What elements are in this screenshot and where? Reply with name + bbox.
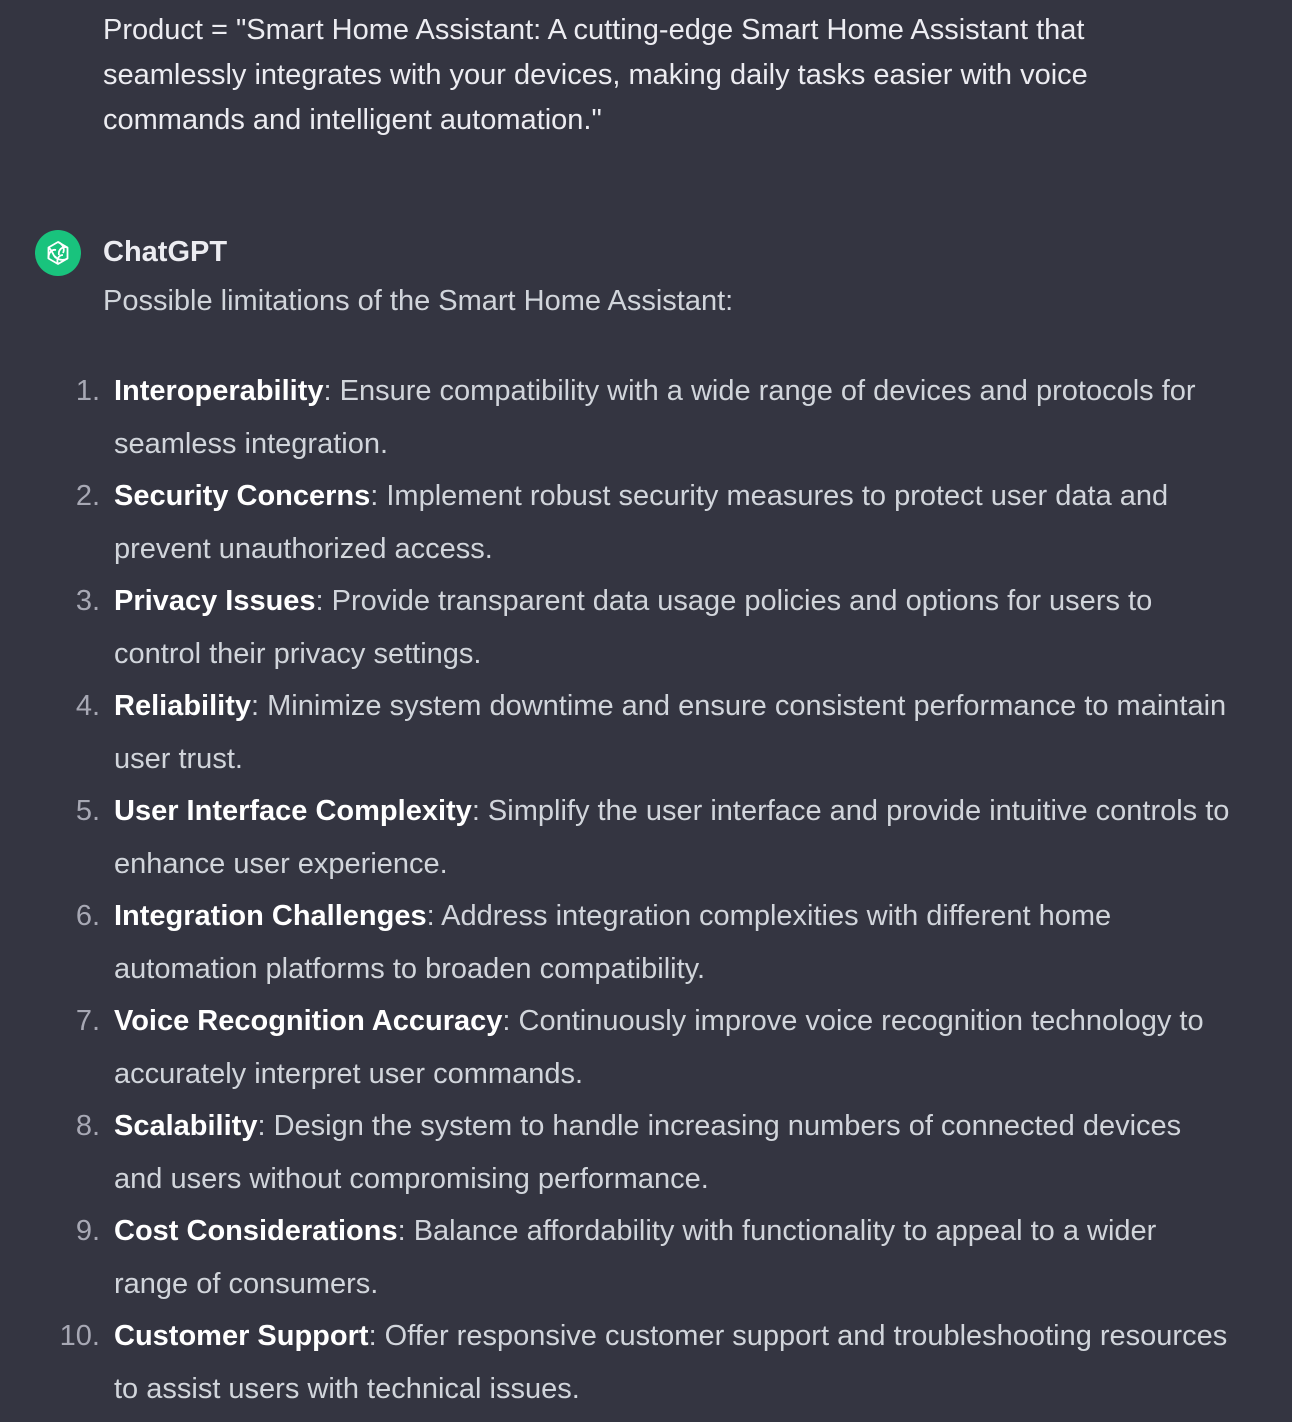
list-number: 4. xyxy=(75,690,100,722)
item-term: User Interface Complexity xyxy=(114,795,472,827)
list-number: 2. xyxy=(75,480,100,512)
item-term: Interoperability xyxy=(114,375,324,407)
list-number: 7. xyxy=(75,1005,100,1037)
item-text: : Provide transparent data usage policies and options for users to control their privacy settings. xyxy=(114,585,1153,670)
list-item xyxy=(0,785,1292,890)
item-term: Integration Challenges xyxy=(114,900,427,932)
item-term: Cost Considerations xyxy=(114,1215,398,1247)
item-text: : Design the system to handle increasing numbers of connected devices and users without compromising performance. xyxy=(114,1110,1182,1195)
list-number: 6. xyxy=(75,900,100,932)
user-message: Product = "Smart Home Assistant: A cutting-edge Smart Home Assistant that seamlessly integrates with your devices, making daily tasks easier with voice commands and intelligent automation." xyxy=(103,14,1088,136)
list-item xyxy=(0,890,1292,995)
item-text: : Continuously improve voice recognition technology to accurately interpret user commands. xyxy=(114,1005,1204,1090)
list-item xyxy=(0,365,1292,470)
item-term: Voice Recognition Accuracy xyxy=(114,1005,503,1037)
response-intro: Possible limitations of the Smart Home Assistant: xyxy=(103,285,734,317)
item-text: : Minimize system downtime and ensure consistent performance to maintain user trust. xyxy=(114,690,1227,775)
openai-logo-icon xyxy=(42,237,74,269)
limitations-list xyxy=(0,365,1292,1415)
list-number: 8. xyxy=(75,1110,100,1142)
list-item xyxy=(0,995,1292,1100)
item-text: : Address integration complexities with different home automation platforms to broaden compatibility. xyxy=(114,900,1112,985)
list-number: 10. xyxy=(59,1320,100,1352)
assistant-avatar xyxy=(35,230,81,276)
item-text: : Simplify the user interface and provide intuitive controls to enhance user experience. xyxy=(114,795,1230,880)
list-item xyxy=(0,1205,1292,1310)
list-number: 5. xyxy=(75,795,100,827)
item-text: : Implement robust security measures to protect user data and prevent unauthorized access. xyxy=(114,480,1169,565)
list-item xyxy=(0,1100,1292,1205)
item-text: : Ensure compatibility with a wide range of devices and protocols for seamless integration. xyxy=(114,375,1196,460)
list-item xyxy=(0,680,1292,785)
item-text: : Balance affordability with functionality to appeal to a wider range of consumers. xyxy=(114,1215,1157,1300)
assistant-name: ChatGPT xyxy=(103,236,228,268)
list-number: 1. xyxy=(75,375,100,407)
list-item xyxy=(0,575,1292,680)
item-term: Customer Support xyxy=(114,1320,369,1352)
list-item xyxy=(0,1310,1292,1415)
item-term: Security Concerns xyxy=(114,480,371,512)
item-term: Scalability xyxy=(114,1110,258,1142)
list-item xyxy=(0,470,1292,575)
list-number: 9. xyxy=(75,1215,100,1247)
item-text: : Offer responsive customer support and troubleshooting resources to assist users with technical issues. xyxy=(114,1320,1228,1405)
item-term: Reliability xyxy=(114,690,251,722)
list-number: 3. xyxy=(75,585,100,617)
item-term: Privacy Issues xyxy=(114,585,316,617)
